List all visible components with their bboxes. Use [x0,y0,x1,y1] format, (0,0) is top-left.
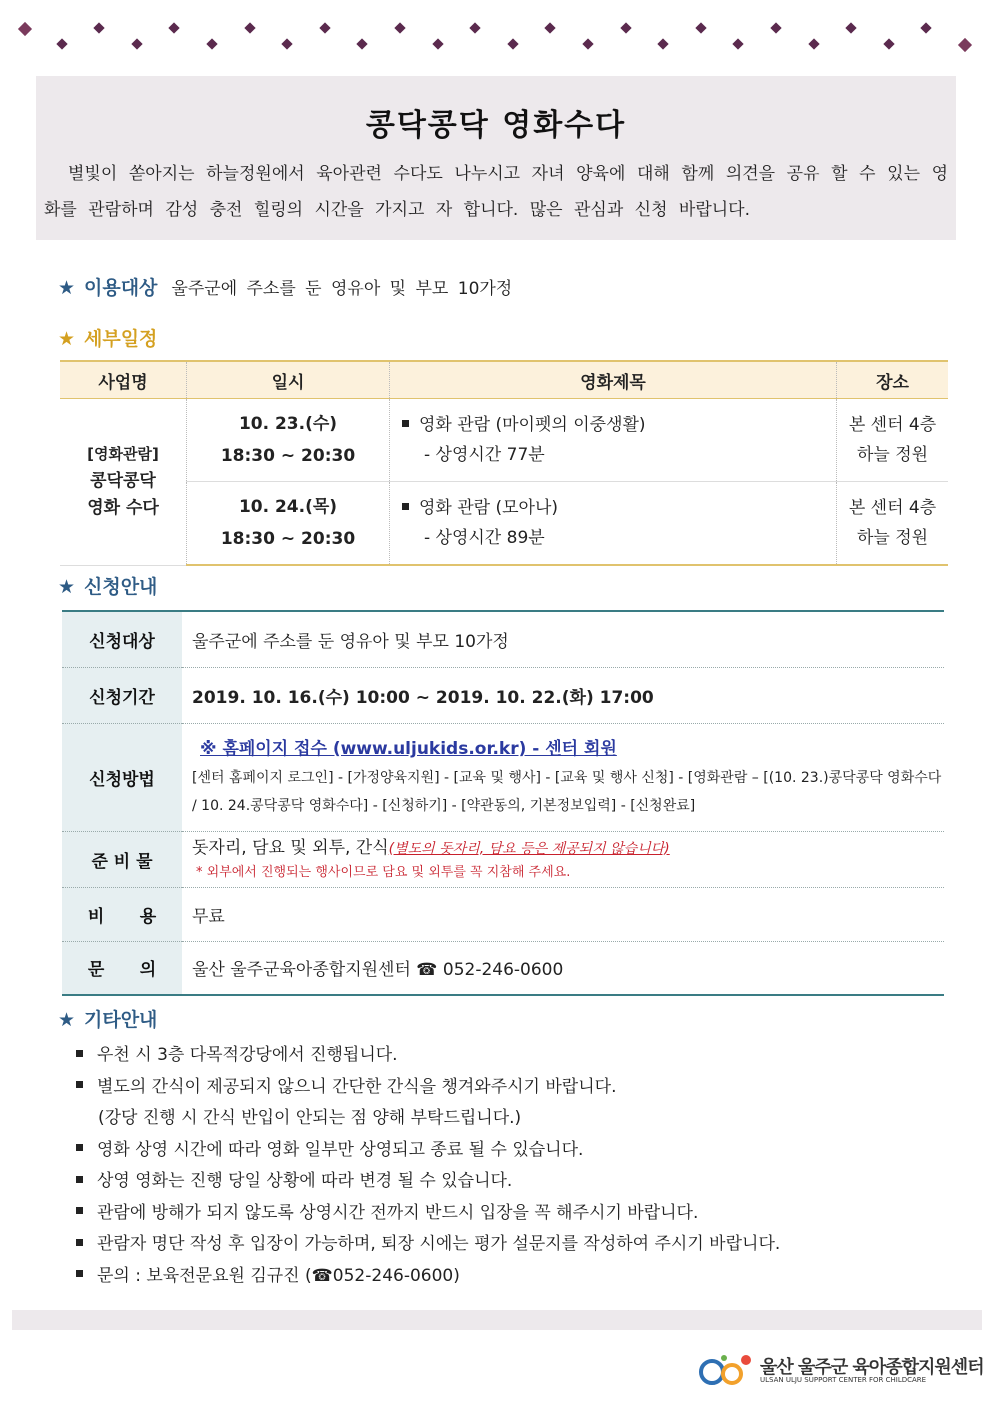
date-text: 10. 23.(수) [238,414,338,434]
diamond-dot-icon [695,22,706,33]
diamond-dot-icon [394,22,405,33]
diamond-dot-icon [733,38,744,49]
apply-method-label: 신청방법 [62,723,182,831]
schedule-header: 장소 [837,361,949,399]
place-line: 본 센터 4층 [848,498,937,518]
apply-target-label: 신청대상 [62,611,182,667]
list-item-text: 별도의 간식이 제공되지 않으니 간단한 간식을 챙겨와주시기 바랍니다. [97,1076,617,1097]
decorative-dot-border [14,22,980,42]
schedule-table [60,360,948,566]
apply-period-label: 신청기간 [62,667,182,723]
list-item-text: (강당 진행 시 간식 반입이 안되는 점 양해 부탁드립니다.) [98,1108,522,1128]
time-text: 18:30 ~ 20:30 [220,446,356,466]
diamond-dot-icon [319,22,330,33]
apply-prep-note: (별도의 돗자리, 담요 등은 제공되지 않습니다) [388,840,670,857]
schedule-header: 사업명 [60,361,187,399]
list-item-text: 문의 : 보육전문요원 김규진 (☎052-246-0600) [97,1265,460,1286]
diamond-dot-icon [206,38,217,49]
star-icon: ★ [58,328,76,350]
diamond-dot-icon [507,38,518,49]
bullet-icon [76,1144,83,1151]
apply-contact-value: 울산 울주군육아종합지원센터 ☎ 052-246-0600 [192,960,564,981]
diamond-dot-icon [432,38,443,49]
section-target [58,273,512,300]
time-text: 18:30 ~ 20:30 [220,529,356,549]
bullet-icon [76,1081,83,1088]
place-cell [837,399,949,482]
apply-cost-value: 무료 [192,906,225,927]
diamond-dot-icon [582,38,593,49]
center-logo-subtitle: ULSAN ULJU SUPPORT CENTER FOR CHILDCARE [760,1376,927,1384]
diamond-dot-icon [883,38,894,49]
date-cell [187,482,390,566]
business-name-line: [영화관람] [87,445,159,464]
list-item [76,1229,956,1261]
diamond-dot-icon [282,38,293,49]
apply-method-steps: [센터 홈페이지 로그인] - [가정양육지원] - [교육 및 행사] - [교육 및 행사 신청] - [영화관람 – [(10. 23.)콩닥콩닥 영화수다 / 10. 24.콩닥콩닥 영화수다] - [신청하기] - [약관동의, 기본정보입력] - [신청완료] [192,770,942,814]
runtime-text: - 상영시간 77분 [424,445,545,465]
apply-prep-sub: * 외부에서 진행되는 행사이므로 담요 및 외투를 꼭 지참해 주세요. [196,864,571,880]
runtime-text: - 상영시간 89분 [424,528,545,548]
diamond-dot-icon [470,22,481,33]
list-item-text: 관람자 명단 작성 후 입장이 가능하며, 퇴장 시에는 평가 설문지를 작성하여 주시기 바랍니다. [97,1234,781,1254]
section-target-label: 이용대상 [84,277,158,299]
homepage-link[interactable]: ※ 홈페이지 접수 (www.uljukids.or.kr) - 센터 회원 [200,739,617,759]
center-logo-icon [698,1350,758,1390]
list-item [76,1040,956,1072]
bullet-icon [76,1207,83,1214]
diamond-dot-icon [958,38,972,52]
list-item-text: 우천 시 3층 다목적강당에서 진행됩니다. [97,1045,398,1065]
schedule-header: 일시 [187,361,390,399]
list-item [76,1166,956,1198]
movie-cell [390,399,837,482]
diamond-dot-icon [131,38,142,49]
apply-table [62,610,944,996]
bullet-icon [402,420,409,427]
apply-prep-label: 준 비 물 [62,831,182,887]
apply-method-cell [182,723,944,831]
schedule-header-row [60,361,948,399]
star-icon: ★ [58,277,76,299]
diamond-dot-icon [846,22,857,33]
diamond-dot-icon [545,22,556,33]
diamond-dot-icon [620,22,631,33]
table-row [62,667,944,723]
apply-period-value: 2019. 10. 16.(수) 10:00 ~ 2019. 10. 22.(화) 17:00 [192,687,654,708]
apply-prep-value: 돗자리, 담요 및 외투, 간식 [192,837,389,858]
diamond-dot-icon [56,38,67,49]
movie-title: 영화 관람 (마이펫의 이중생활) [419,415,646,435]
date-cell [187,399,390,482]
footer-bar [12,1310,982,1330]
table-row [62,831,944,887]
section-apply-label: 신청안내 [84,576,158,598]
diamond-dot-icon [658,38,669,49]
bullet-icon [76,1050,83,1057]
section-apply [58,572,157,599]
section-etc [58,1005,157,1032]
date-text: 10. 24.(목) [238,497,338,517]
place-line: 하늘 정원 [856,528,929,548]
list-item [76,1072,956,1104]
diamond-dot-icon [94,22,105,33]
business-name-line: 콩닥콩닥 [90,471,156,492]
place-line: 하늘 정원 [856,445,929,465]
apply-prep-cell [182,831,944,887]
table-row [62,611,944,667]
diamond-dot-icon [770,22,781,33]
bullet-icon [402,503,409,510]
star-icon: ★ [58,1009,76,1031]
table-row [60,399,948,482]
bullet-icon [76,1270,83,1277]
table-row [60,482,948,566]
business-name-cell [60,399,187,566]
apply-target-value: 울주군에 주소를 둔 영유아 및 부모 10가정 [192,631,509,652]
diamond-dot-icon [808,38,819,49]
list-item [76,1135,956,1167]
list-item-text: 영화 상영 시간에 따라 영화 일부만 상영되고 종료 될 수 있습니다. [97,1139,584,1160]
list-item-text: 관람에 방해가 되지 않도록 상영시간 전까지 반드시 입장을 꼭 해주시기 바랍니다. [97,1202,699,1223]
diamond-dot-icon [921,22,932,33]
diamond-dot-icon [18,22,32,36]
section-schedule [58,324,157,351]
list-item [76,1198,956,1230]
bullet-icon [76,1239,83,1246]
place-cell [837,482,949,566]
section-etc-label: 기타안내 [84,1009,158,1031]
table-row [62,723,944,831]
section-target-value: 울주군에 주소를 둔 영유아 및 부모 10가정 [171,279,513,299]
table-row [62,941,944,995]
place-line: 본 센터 4층 [848,415,937,435]
bullet-icon [76,1176,83,1183]
list-item [76,1103,956,1135]
schedule-header: 영화제목 [390,361,837,399]
section-schedule-label: 세부일정 [84,328,158,350]
movie-cell [390,482,837,566]
diamond-dot-icon [357,38,368,49]
etc-list [76,1040,956,1292]
diamond-dot-icon [244,22,255,33]
center-logo-name: 울산 울주군 육아종합지원센터 [760,1357,984,1378]
movie-title: 영화 관람 (모아나) [419,498,559,518]
apply-cost-label: 비 용 [62,887,182,941]
star-icon: ★ [58,576,76,598]
apply-contact-label: 문 의 [62,941,182,995]
list-item [76,1261,956,1293]
page-title: 콩닥콩닥 영화수다 [365,108,627,143]
table-row [62,887,944,941]
list-item-text: 상영 영화는 진행 당일 상황에 따라 변경 될 수 있습니다. [97,1171,513,1191]
intro-text: 별빛이 쏟아지는 하늘정원에서 육아관련 수다도 나누시고 자녀 양육에 대해 함께 의견을 공유 할 수 있는 영화를 관람하며 감성 충전 힐링의 시간을 가지고 자 합니다. 많은 관심과 신청 바랍니다. [44,164,948,220]
business-name-line: 영화 수다 [87,498,159,519]
diamond-dot-icon [169,22,180,33]
